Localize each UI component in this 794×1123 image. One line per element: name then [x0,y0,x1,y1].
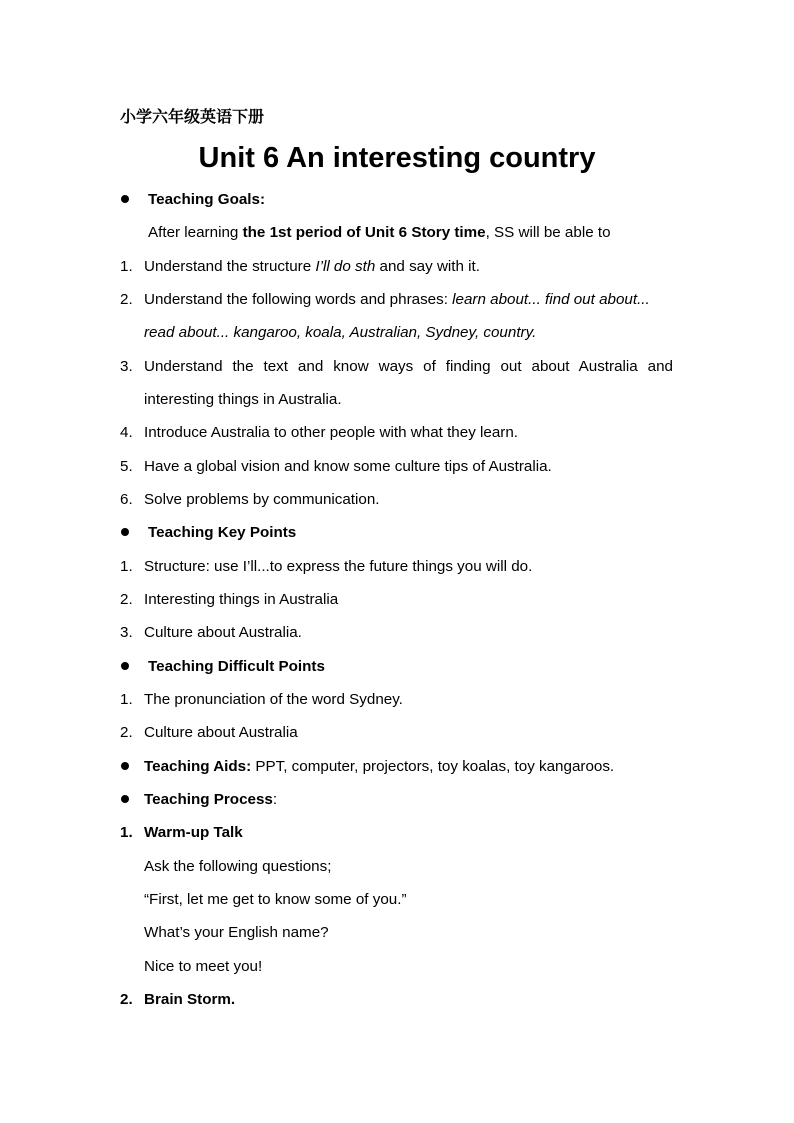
process-step-line: Ask the following questions; [144,858,332,875]
teaching-aids-line [0,754,794,780]
process-step-heading: 2. Brain Storm. [120,991,236,1008]
goal-item: 4. Introduce Australia to other people with what they learn. [120,424,519,441]
goal-item: 3. Understand the text and know ways of finding out about Australia and [120,358,673,375]
key-point-item: 3. Culture about Australia. [120,624,302,641]
bullet-icon [121,762,129,770]
document-title: Unit 6 An interesting country [198,142,596,174]
key-points-heading: Teaching Key Points [148,524,297,541]
bullet-icon [121,528,129,536]
process-step-line: Nice to meet you! [144,958,263,975]
process-step-heading: 1. Warm-up Talk [120,824,243,841]
bullet-icon [121,795,129,803]
difficult-points-heading: Teaching Difficult Points [148,658,325,675]
difficult-point-item: 2. Culture about Australia [120,724,298,741]
teaching-process-line: Teaching Process: [0,787,794,813]
goal-item-continued: read about... kangaroo, koala, Australian, Sydney, country. [144,324,537,341]
bullet-icon [121,195,129,203]
document-subtitle: 小学六年级英语下册 [120,107,265,126]
key-point-item: 1. Structure: use I’ll...to express the future things you will do. [120,558,533,575]
goals-heading-line [0,187,794,213]
key-points-heading-line [0,520,794,546]
difficult-point-item: 1. The pronunciation of the word Sydney. [120,691,403,708]
difficult-points-heading-line [0,654,794,680]
key-point-item: 2. Interesting things in Australia [120,591,339,608]
process-step-line: What’s your English name? [144,924,329,941]
goal-item-continued: interesting things in Australia. [144,391,342,408]
goal-item: 2. Understand the following words and phrases: learn about... find out about... [120,291,650,308]
teaching-process-label: Teaching Process [144,791,273,808]
goal-item: 1. Understand the structure I’ll do sth and say with it. [120,258,480,275]
teaching-aids-label: Teaching Aids: [144,758,252,775]
teaching-aids-text: PPT, computer, projectors, toy koalas, toy kangaroos. [251,758,615,775]
goal-item: 6. Solve problems by communication. [120,491,380,508]
goals-intro: After learning the 1st period of Unit 6 Story time, SS will be able to [148,224,611,241]
goal-item: 5. Have a global vision and know some culture tips of Australia. [120,458,552,475]
process-step-line: “First, let me get to know some of you.” [144,891,407,908]
bullet-icon [121,662,129,670]
goals-heading: Teaching Goals: [148,191,266,208]
